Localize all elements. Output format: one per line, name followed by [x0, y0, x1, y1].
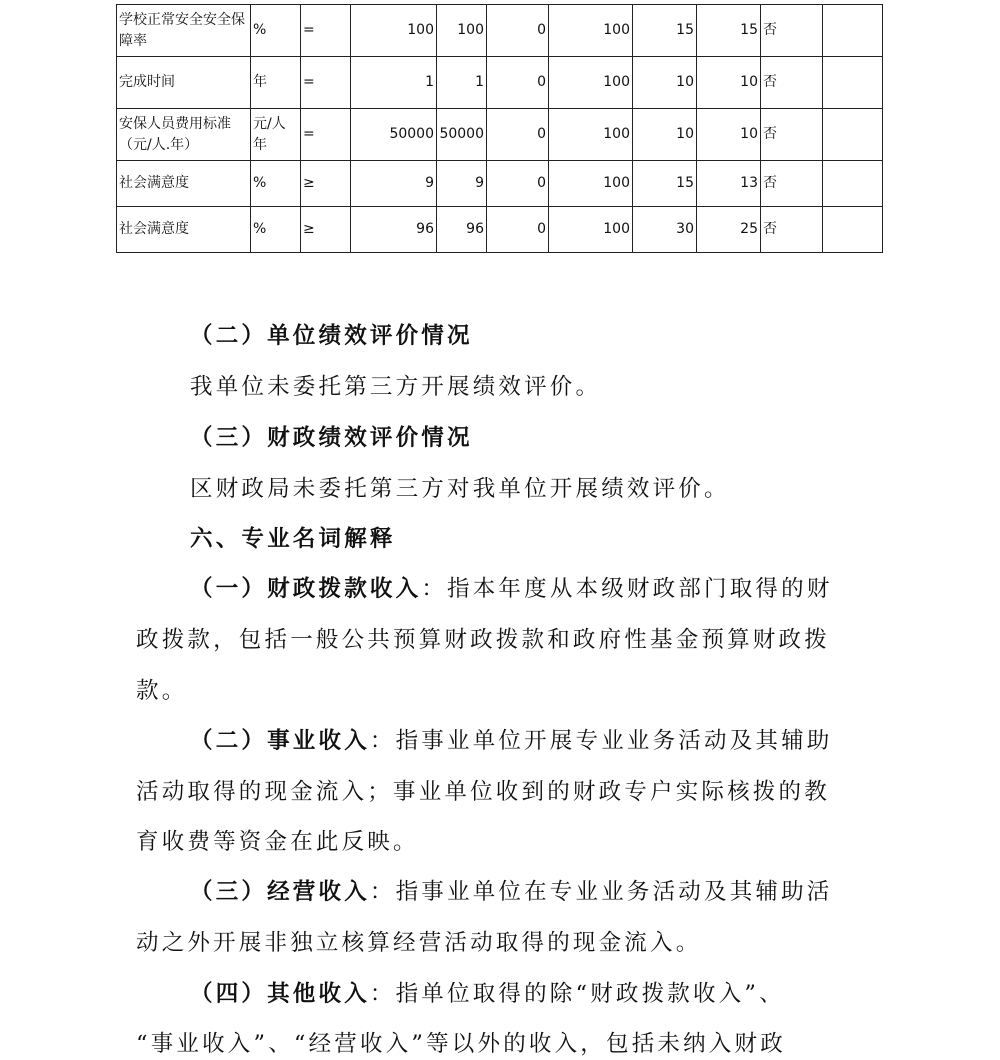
indicator-operator: = [301, 109, 351, 161]
score-value: 10 [697, 109, 761, 161]
unit-eval-text: 我单位未委托第三方开展绩效评价。 [190, 374, 602, 400]
indicator-name: 社会满意度 [117, 207, 251, 253]
note-value [823, 57, 883, 109]
deviation-value: 0 [487, 57, 549, 109]
indicator-name: 完成时间 [117, 57, 251, 109]
term-title: （一）财政拨款收入 [190, 576, 422, 602]
target-value: 96 [351, 207, 437, 253]
actual-value: 1 [437, 57, 487, 109]
term-definition: ：指事业单位开展专业业务活动及其辅助 [369, 728, 833, 754]
indicator-operator: ≥ [301, 161, 351, 207]
note-value [823, 5, 883, 57]
indicator-unit: % [251, 5, 301, 57]
weight-value: 10 [633, 57, 697, 109]
completion-rate: 100 [549, 109, 633, 161]
term-title: （二）事业收入 [190, 728, 370, 754]
flag-value: 否 [761, 161, 823, 207]
indicator-unit: 元/人年 [251, 109, 301, 161]
indicator-name: 安保人员费用标准（元/人.年） [117, 109, 251, 161]
note-value [823, 207, 883, 253]
performance-indicator-table [116, 4, 883, 253]
glossary-heading: 六、专业名词解释 [190, 526, 396, 552]
actual-value: 50000 [437, 109, 487, 161]
paragraph-line: 育收费等资金在此反映。 [136, 829, 419, 855]
target-value: 1 [351, 57, 437, 109]
term-fiscal-appropriation [190, 574, 833, 604]
target-value: 100 [351, 5, 437, 57]
target-value: 9 [351, 161, 437, 207]
actual-value: 100 [437, 5, 487, 57]
weight-value: 10 [633, 109, 697, 161]
target-value: 50000 [351, 109, 437, 161]
term-definition: ：指本年度从本级财政部门取得的财 [421, 576, 833, 602]
indicator-unit: 年 [251, 57, 301, 109]
deviation-value: 0 [487, 109, 549, 161]
term-title: （三）经营收入 [190, 879, 370, 905]
indicator-operator: ≥ [301, 207, 351, 253]
term-title: （四）其他收入 [190, 981, 370, 1007]
flag-value: 否 [761, 5, 823, 57]
unit-eval-heading: （二）单位绩效评价情况 [190, 323, 473, 349]
term-definition: ：指单位取得的除“财政拨款收入”、 [369, 981, 785, 1007]
paragraph-line: 活动取得的现金流入；事业单位收到的财政专户实际核拨的教 [136, 779, 830, 805]
paragraph-line: 政拨款，包括一般公共预算财政拨款和政府性基金预算财政拨 [136, 627, 830, 653]
finance-eval-heading: （三）财政绩效评价情况 [190, 425, 473, 451]
flag-value: 否 [761, 207, 823, 253]
indicator-operator: = [301, 57, 351, 109]
flag-value: 否 [761, 109, 823, 161]
completion-rate: 100 [549, 207, 633, 253]
paragraph-line: 款。 [136, 678, 188, 704]
score-value: 10 [697, 57, 761, 109]
term-operating-revenue [190, 877, 833, 907]
score-value: 25 [697, 207, 761, 253]
table-row [117, 57, 883, 109]
indicator-unit: % [251, 207, 301, 253]
paragraph-line: “事业收入”、“经营收入”等以外的收入，包括未纳入财政 [136, 1031, 786, 1057]
completion-rate: 100 [549, 161, 633, 207]
weight-value: 30 [633, 207, 697, 253]
finance-eval-text: 区财政局未委托第三方对我单位开展绩效评价。 [190, 476, 730, 502]
weight-value: 15 [633, 161, 697, 207]
actual-value: 96 [437, 207, 487, 253]
table-row [117, 207, 883, 253]
deviation-value: 0 [487, 207, 549, 253]
deviation-value: 0 [487, 5, 549, 57]
score-value: 15 [697, 5, 761, 57]
indicator-unit: % [251, 161, 301, 207]
note-value [823, 161, 883, 207]
indicator-name: 学校正常安全安全保障率 [117, 5, 251, 57]
term-business-revenue [190, 726, 833, 756]
completion-rate: 100 [549, 5, 633, 57]
term-definition: ：指事业单位在专业业务活动及其辅助活 [369, 879, 833, 905]
term-other-revenue [190, 979, 785, 1009]
table-row [117, 161, 883, 207]
actual-value: 9 [437, 161, 487, 207]
deviation-value: 0 [487, 161, 549, 207]
completion-rate: 100 [549, 57, 633, 109]
flag-value: 否 [761, 57, 823, 109]
weight-value: 15 [633, 5, 697, 57]
score-value: 13 [697, 161, 761, 207]
paragraph-line: 动之外开展非独立核算经营活动取得的现金流入。 [136, 930, 702, 956]
indicator-name: 社会满意度 [117, 161, 251, 207]
note-value [823, 109, 883, 161]
table-row [117, 5, 883, 57]
indicator-operator: = [301, 5, 351, 57]
table-row [117, 109, 883, 161]
